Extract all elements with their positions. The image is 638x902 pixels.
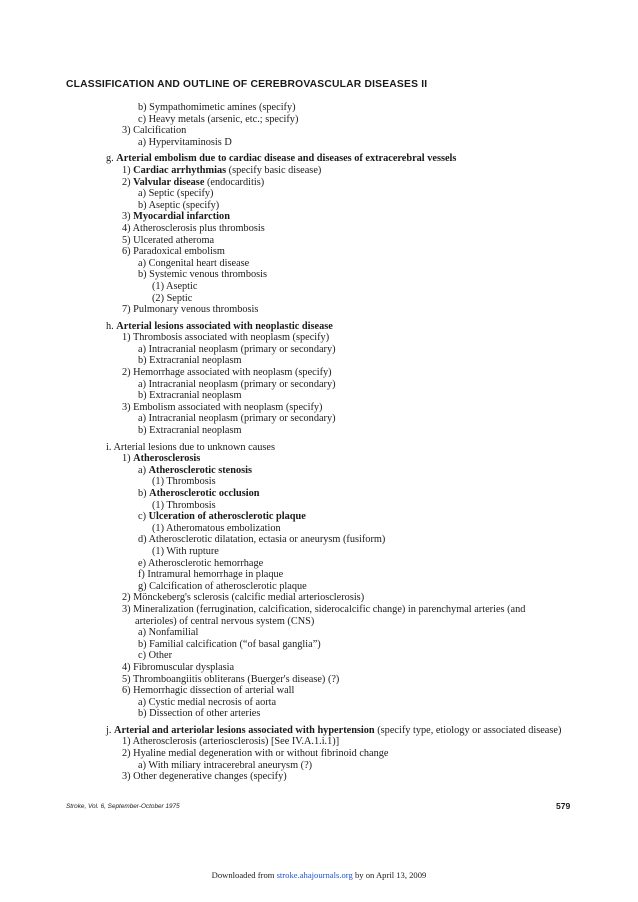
outline-line bbox=[0, 390, 638, 402]
outline-line bbox=[0, 355, 638, 367]
outline-line bbox=[0, 558, 638, 570]
page-header: CLASSIFICATION AND OUTLINE OF CEREBROVASCULAR DISEASES II bbox=[66, 79, 428, 90]
line-text: a) Hypervitaminosis D bbox=[138, 136, 232, 148]
outline-line bbox=[0, 748, 638, 760]
outline-line bbox=[0, 697, 638, 709]
line-text: (1) Thrombosis bbox=[152, 499, 216, 511]
outline-line bbox=[0, 627, 638, 639]
line-text: 2) bbox=[122, 176, 134, 188]
line-text: 6) Paradoxical embolism bbox=[122, 246, 225, 258]
line-text: 1) Atherosclerosis (arteriosclerosis) [See IV.A.1.i.1)] bbox=[122, 736, 340, 748]
line-text: 2) Mönckeberg's sclerosis (calcific medial arteriosclerosis) bbox=[122, 592, 365, 604]
outline-line bbox=[0, 137, 638, 149]
line-text: i. Arterial lesions due to unknown causes bbox=[106, 441, 276, 453]
line-text: g) Calcification of atherosclerotic plaque bbox=[138, 580, 307, 592]
outline-line bbox=[0, 592, 638, 604]
line-text: e) Atherosclerotic hemorrhage bbox=[138, 557, 264, 569]
bold-term: Myocardial infarction bbox=[133, 211, 230, 223]
line-text: 6) Hemorrhagic dissection of arterial wall bbox=[122, 685, 295, 697]
line-text: 3) bbox=[122, 211, 134, 223]
line-text: 4) Atherosclerosis plus thrombosis bbox=[122, 222, 265, 234]
line-text: (2) Septic bbox=[152, 292, 193, 304]
outline-line bbox=[0, 114, 638, 126]
line-text: (1) Aseptic bbox=[152, 280, 198, 292]
bold-term: Ulceration of atherosclerotic plaque bbox=[148, 511, 306, 523]
line-text: f) Intramural hemorrhage in plaque bbox=[138, 569, 284, 581]
line-text: 2) Hyaline medial degeneration with or without fibrinoid change bbox=[122, 748, 389, 760]
outline-line bbox=[0, 523, 638, 535]
outline-line bbox=[0, 177, 638, 189]
outline-line bbox=[0, 465, 638, 477]
line-text: 1) bbox=[122, 164, 134, 176]
outline-line bbox=[0, 708, 638, 720]
line-text: 1) bbox=[122, 453, 134, 465]
bold-term: Atherosclerotic occlusion bbox=[149, 488, 260, 499]
outline-line bbox=[0, 500, 638, 512]
line-text: a) Nonfamilial bbox=[138, 627, 199, 639]
line-text: a) Intracranial neoplasm (primary or secondary) bbox=[138, 378, 336, 390]
outline-line bbox=[0, 102, 638, 114]
bold-term: Cardiac arrhythmias bbox=[133, 164, 227, 176]
line-text: 7) Pulmonary venous thrombosis bbox=[122, 304, 259, 316]
bold-term: Valvular disease bbox=[133, 176, 205, 188]
line-text: b) Dissection of other arteries bbox=[138, 708, 261, 720]
outline-line bbox=[0, 332, 638, 344]
line-text: 5) Ulcerated atheroma bbox=[122, 234, 215, 246]
line-text: (1) Atheromatous embolization bbox=[152, 522, 281, 534]
journal-citation: Stroke, Vol. 6, September-October 1975 bbox=[66, 803, 180, 810]
line-text: g. bbox=[106, 153, 117, 165]
outline-line bbox=[0, 321, 638, 333]
download-notice bbox=[0, 870, 638, 880]
outline-line bbox=[0, 616, 638, 628]
outline-line bbox=[0, 674, 638, 686]
download-prefix: Downloaded from bbox=[211, 870, 277, 880]
outline-line bbox=[0, 246, 638, 258]
outline-line bbox=[0, 581, 638, 593]
outline-line bbox=[0, 488, 638, 500]
line-text: d) Atherosclerotic dilatation, ectasia or aneurysm (fusiform) bbox=[138, 534, 386, 546]
outline-line bbox=[0, 125, 638, 137]
line-text: 2) Hemorrhage associated with neoplasm (specify) bbox=[122, 367, 332, 379]
bold-term: Arterial and arteriolar lesions associated with hypertension bbox=[114, 724, 375, 736]
line-text: (1) Thrombosis bbox=[152, 476, 216, 488]
outline-line bbox=[0, 153, 638, 165]
outline-line bbox=[0, 188, 638, 200]
line-text: 3) Mineralization (ferrugination, calcification, siderocalcific change) in parenchymal arteries (and bbox=[122, 603, 526, 615]
outline-line bbox=[0, 760, 638, 772]
outline-line bbox=[0, 736, 638, 748]
outline-line bbox=[0, 546, 638, 558]
outline-line bbox=[0, 639, 638, 651]
outline-line bbox=[0, 685, 638, 697]
line-text: b) Extracranial neoplasm bbox=[138, 425, 242, 437]
download-suffix: by on April 13, 2009 bbox=[352, 870, 427, 880]
line-text: a) Intracranial neoplasm (primary or secondary) bbox=[138, 343, 336, 355]
line-text: b) Sympathomimetic amines (specify) bbox=[138, 102, 296, 113]
outline-line bbox=[0, 442, 638, 454]
outline-line bbox=[0, 269, 638, 281]
line-text: 3) Calcification bbox=[122, 125, 187, 137]
line-text: 3) Embolism associated with neoplasm (specify) bbox=[122, 401, 323, 413]
line-text: 3) Other degenerative changes (specify) bbox=[122, 771, 287, 783]
outline-line bbox=[0, 211, 638, 223]
line-text: (1) With rupture bbox=[152, 545, 219, 557]
line-text: j. bbox=[106, 724, 115, 736]
outline-line bbox=[0, 511, 638, 523]
outline-line bbox=[0, 165, 638, 177]
bold-term: Atherosclerosis bbox=[133, 453, 201, 465]
line-text: c) bbox=[138, 511, 149, 523]
outline-line bbox=[0, 771, 638, 783]
outline-line bbox=[0, 725, 638, 737]
outline-line bbox=[0, 569, 638, 581]
bold-term: Atherosclerotic stenosis bbox=[148, 464, 253, 476]
line-text: c) Other bbox=[138, 650, 173, 662]
outline-line bbox=[0, 367, 638, 379]
outline-line bbox=[0, 650, 638, 662]
outline-line bbox=[0, 453, 638, 465]
line-text: 1) Thrombosis associated with neoplasm (specify) bbox=[122, 332, 330, 344]
line-text: (specify type, etiology or associated disease) bbox=[374, 724, 562, 736]
outline-line bbox=[0, 200, 638, 212]
line-text: 4) Fibromuscular dysplasia bbox=[122, 661, 235, 673]
outline-body bbox=[0, 102, 638, 783]
outline-line bbox=[0, 413, 638, 425]
outline-line bbox=[0, 476, 638, 488]
outline-line bbox=[0, 534, 638, 546]
outline-line bbox=[0, 281, 638, 293]
bold-term: Arterial embolism due to cardiac disease and diseases of extracerebral vessels bbox=[116, 153, 457, 165]
line-text: a) Cystic medial necrosis of aorta bbox=[138, 696, 277, 708]
line-text: 5) Thromboangiitis obliterans (Buerger's disease) (?) bbox=[122, 673, 340, 685]
page-number: 579 bbox=[556, 801, 571, 811]
outline-line bbox=[0, 293, 638, 305]
line-text: b) Extracranial neoplasm bbox=[138, 390, 242, 402]
line-text: a) Intracranial neoplasm (primary or secondary) bbox=[138, 413, 336, 425]
bold-term: Arterial lesions associated with neoplastic disease bbox=[116, 320, 333, 332]
line-text: h. bbox=[106, 320, 117, 332]
line-text: b) Familial calcification (“of basal ganglia”) bbox=[138, 638, 321, 650]
outline-line bbox=[0, 304, 638, 316]
line-text: b) Aseptic (specify) bbox=[138, 199, 220, 211]
line-text: arterioles) of central nervous system (CNS) bbox=[135, 615, 315, 627]
outline-line bbox=[0, 235, 638, 247]
line-text: a) Congenital heart disease bbox=[138, 257, 250, 269]
line-text: a) bbox=[138, 464, 149, 476]
line-text: c) Heavy metals (arsenic, etc.; specify) bbox=[138, 113, 299, 125]
line-text: (endocarditis) bbox=[204, 176, 265, 188]
outline-line bbox=[0, 344, 638, 356]
outline-line bbox=[0, 402, 638, 414]
line-text: (specify basic disease) bbox=[226, 164, 322, 176]
outline-line bbox=[0, 604, 638, 616]
outline-line bbox=[0, 258, 638, 270]
outline-line bbox=[0, 379, 638, 391]
line-text: b) Extracranial neoplasm bbox=[138, 355, 242, 367]
line-text: a) With miliary intracerebral aneurysm (?) bbox=[138, 759, 313, 771]
line-text: b) bbox=[138, 488, 150, 499]
journal-link[interactable]: stroke.ahajournals.org bbox=[276, 870, 353, 880]
outline-line bbox=[0, 425, 638, 437]
line-text: b) Systemic venous thrombosis bbox=[138, 269, 267, 281]
outline-line bbox=[0, 662, 638, 674]
line-text: a) Septic (specify) bbox=[138, 188, 214, 200]
outline-line bbox=[0, 223, 638, 235]
